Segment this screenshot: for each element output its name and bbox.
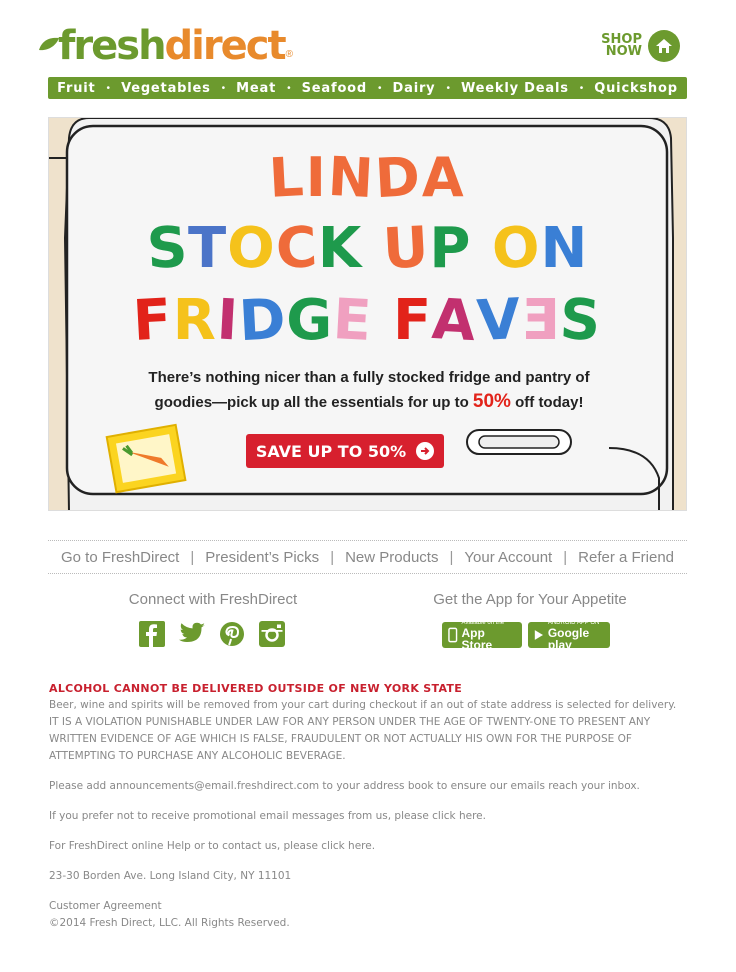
magnet-letter	[371, 288, 395, 354]
legal-section	[49, 680, 689, 932]
google-play-badge[interactable]	[528, 619, 610, 652]
magnet-letter: E	[331, 287, 375, 354]
hero-name-heading	[49, 146, 686, 209]
shop-now-line1: SHOP	[601, 32, 642, 47]
magnet-letter: U	[381, 214, 431, 283]
mailing-address: 23-30 Borden Ave. Long Island City, NY 11101	[49, 870, 292, 882]
hero-copy-line1: There’s nothing nicer than a fully stocked fridge and pantry of	[148, 369, 590, 386]
shop-now-line2: NOW	[605, 44, 642, 59]
customer-agreement-link[interactable]: Customer Agreement	[49, 900, 162, 912]
magnet-letter: N	[326, 144, 377, 211]
magnet-letter: I	[215, 287, 241, 354]
arrow-right-icon	[416, 442, 434, 460]
magnet-letter: D	[373, 144, 424, 211]
hero-copy-line2-pre: goodies—pick up all the essentials for up to	[154, 394, 473, 411]
hero-copy-percent: 50%	[472, 391, 511, 412]
app-title: Get the App for Your Appetite	[433, 591, 627, 608]
fridge-handle	[467, 430, 571, 454]
link-go-to-freshdirect[interactable]: Go to FreshDirect	[60, 548, 180, 566]
magnet-letter: F	[131, 287, 175, 354]
carrot-note-magnet	[107, 425, 186, 492]
address-book-note: Please add announcements@email.freshdirect.com to your address book to ensure our emails reach your inbox.	[49, 780, 640, 792]
magnet-letter: A	[421, 146, 466, 209]
nav-item-vegetables[interactable]: Vegetables	[121, 80, 211, 96]
nav-item-weekly-deals[interactable]: Weekly Deals	[460, 80, 569, 96]
logo-fresh-text: fresh	[58, 23, 165, 69]
home-icon	[648, 30, 680, 62]
app-store-badge[interactable]	[442, 619, 522, 652]
link-separator: |	[330, 548, 335, 566]
copyright: ©2014 Fresh Direct, LLC. All Rights Reserved.	[49, 917, 290, 929]
app-store-big-text: App Store	[461, 625, 493, 652]
freshdirect-logo[interactable]	[40, 14, 293, 69]
nav-item-meat[interactable]: Meat	[236, 80, 277, 96]
link-separator: |	[563, 548, 568, 566]
hero-heading-line2	[49, 288, 686, 353]
nav-separator: •	[287, 82, 291, 94]
unsubscribe-note: If you prefer not to receive promotional email messages from us, please click here.	[49, 810, 486, 822]
instagram-icon[interactable]	[258, 620, 286, 648]
magnet-letter: S	[558, 286, 604, 355]
google-play-big-text: Google play	[547, 625, 590, 652]
help-link[interactable]: click here	[321, 840, 372, 852]
magnet-letter: N	[540, 216, 589, 281]
nav-item-dairy[interactable]: Dairy	[392, 80, 436, 96]
magnet-letter: I	[305, 146, 328, 209]
magnet-letter: A	[430, 286, 479, 355]
leaf-icon	[38, 36, 60, 52]
save-button-label: SAVE UP TO 50%	[255, 441, 407, 461]
unsubscribe-link[interactable]: click here	[432, 810, 483, 822]
magnet-letter: R	[172, 288, 217, 353]
magnet-letter: C	[274, 214, 320, 283]
magnet-letter: V	[474, 286, 523, 355]
play-icon	[534, 628, 544, 642]
link-presidents-picks[interactable]: President’s Picks	[205, 548, 320, 566]
logo-registered-mark: ®	[285, 49, 293, 60]
nav-item-quickshop[interactable]: Quickshop	[594, 80, 678, 96]
shop-now-button[interactable]	[601, 30, 680, 62]
hero-banner[interactable]	[48, 117, 687, 511]
nav-item-seafood[interactable]: Seafood	[301, 80, 368, 96]
pinterest-icon[interactable]	[218, 620, 246, 648]
hero-copy	[129, 366, 609, 415]
nav-item-fruit[interactable]: Fruit	[57, 80, 96, 96]
connect-title: Connect with FreshDirect	[128, 591, 298, 608]
magnet-letter: Ǝ	[520, 288, 561, 353]
facebook-icon[interactable]	[138, 620, 166, 648]
link-refer-a-friend[interactable]: Refer a Friend	[578, 548, 675, 566]
magnet-letter: O	[225, 214, 278, 283]
nav-separator: •	[378, 82, 382, 94]
category-nav	[48, 77, 687, 99]
nav-separator: •	[221, 82, 226, 94]
app-store-small-text: Available on the	[461, 619, 505, 626]
twitter-icon[interactable]	[178, 620, 206, 648]
phone-icon	[448, 627, 458, 643]
magnet-letter: O	[490, 214, 543, 283]
nav-separator: •	[446, 82, 450, 94]
hero-heading-line1	[49, 216, 686, 281]
magnet-letter: K	[317, 216, 363, 281]
footer-links	[48, 540, 687, 574]
link-your-account[interactable]: Your Account	[464, 548, 553, 566]
magnet-letter: D	[237, 286, 288, 355]
nav-separator: •	[106, 82, 111, 94]
nav-separator: •	[579, 82, 584, 94]
social-icons	[138, 620, 286, 648]
magnet-letter: T	[188, 216, 228, 281]
app-badges	[442, 619, 610, 652]
google-play-small-text: ANDROID APP ON	[547, 619, 600, 626]
alcohol-warning-body: Beer, wine and spirits will be removed from your cart during checkout if an out of state address is selected for delivery. IT IS A VIOLATION PUNISHABLE UNDER LAW FOR ANY PERSON UNDER THE AGE OF TWENTY-ONE TO PRESENT ANY WRITTEN EVIDENCE OF AGE WHICH IS FALSE, FRAUDULENT OR NOT ACTUALLY HIS OWN FOR THE PURPOSE OF ATTEMPTING TO PURCHASE ANY ALCOHOLIC BEVERAGE.	[49, 699, 677, 762]
link-separator: |	[190, 548, 195, 566]
magnet-letter: G	[286, 288, 334, 353]
logo-direct-text: direct	[164, 23, 285, 69]
hero-copy-line2-post: off today!	[510, 394, 584, 411]
magnet-letter: S	[144, 214, 190, 283]
link-new-products[interactable]: New Products	[345, 548, 439, 566]
magnet-letter: P	[429, 216, 472, 281]
save-up-to-50-button[interactable]	[246, 434, 444, 468]
magnet-letter: F	[392, 288, 433, 353]
alcohol-warning-heading: ALCOHOL CANNOT BE DELIVERED OUTSIDE OF NEW YORK STATE	[49, 682, 463, 695]
link-separator: |	[449, 548, 454, 566]
magnet-letter: L	[267, 145, 308, 210]
help-note: For FreshDirect online Help or to contact us, please click here.	[49, 840, 376, 852]
